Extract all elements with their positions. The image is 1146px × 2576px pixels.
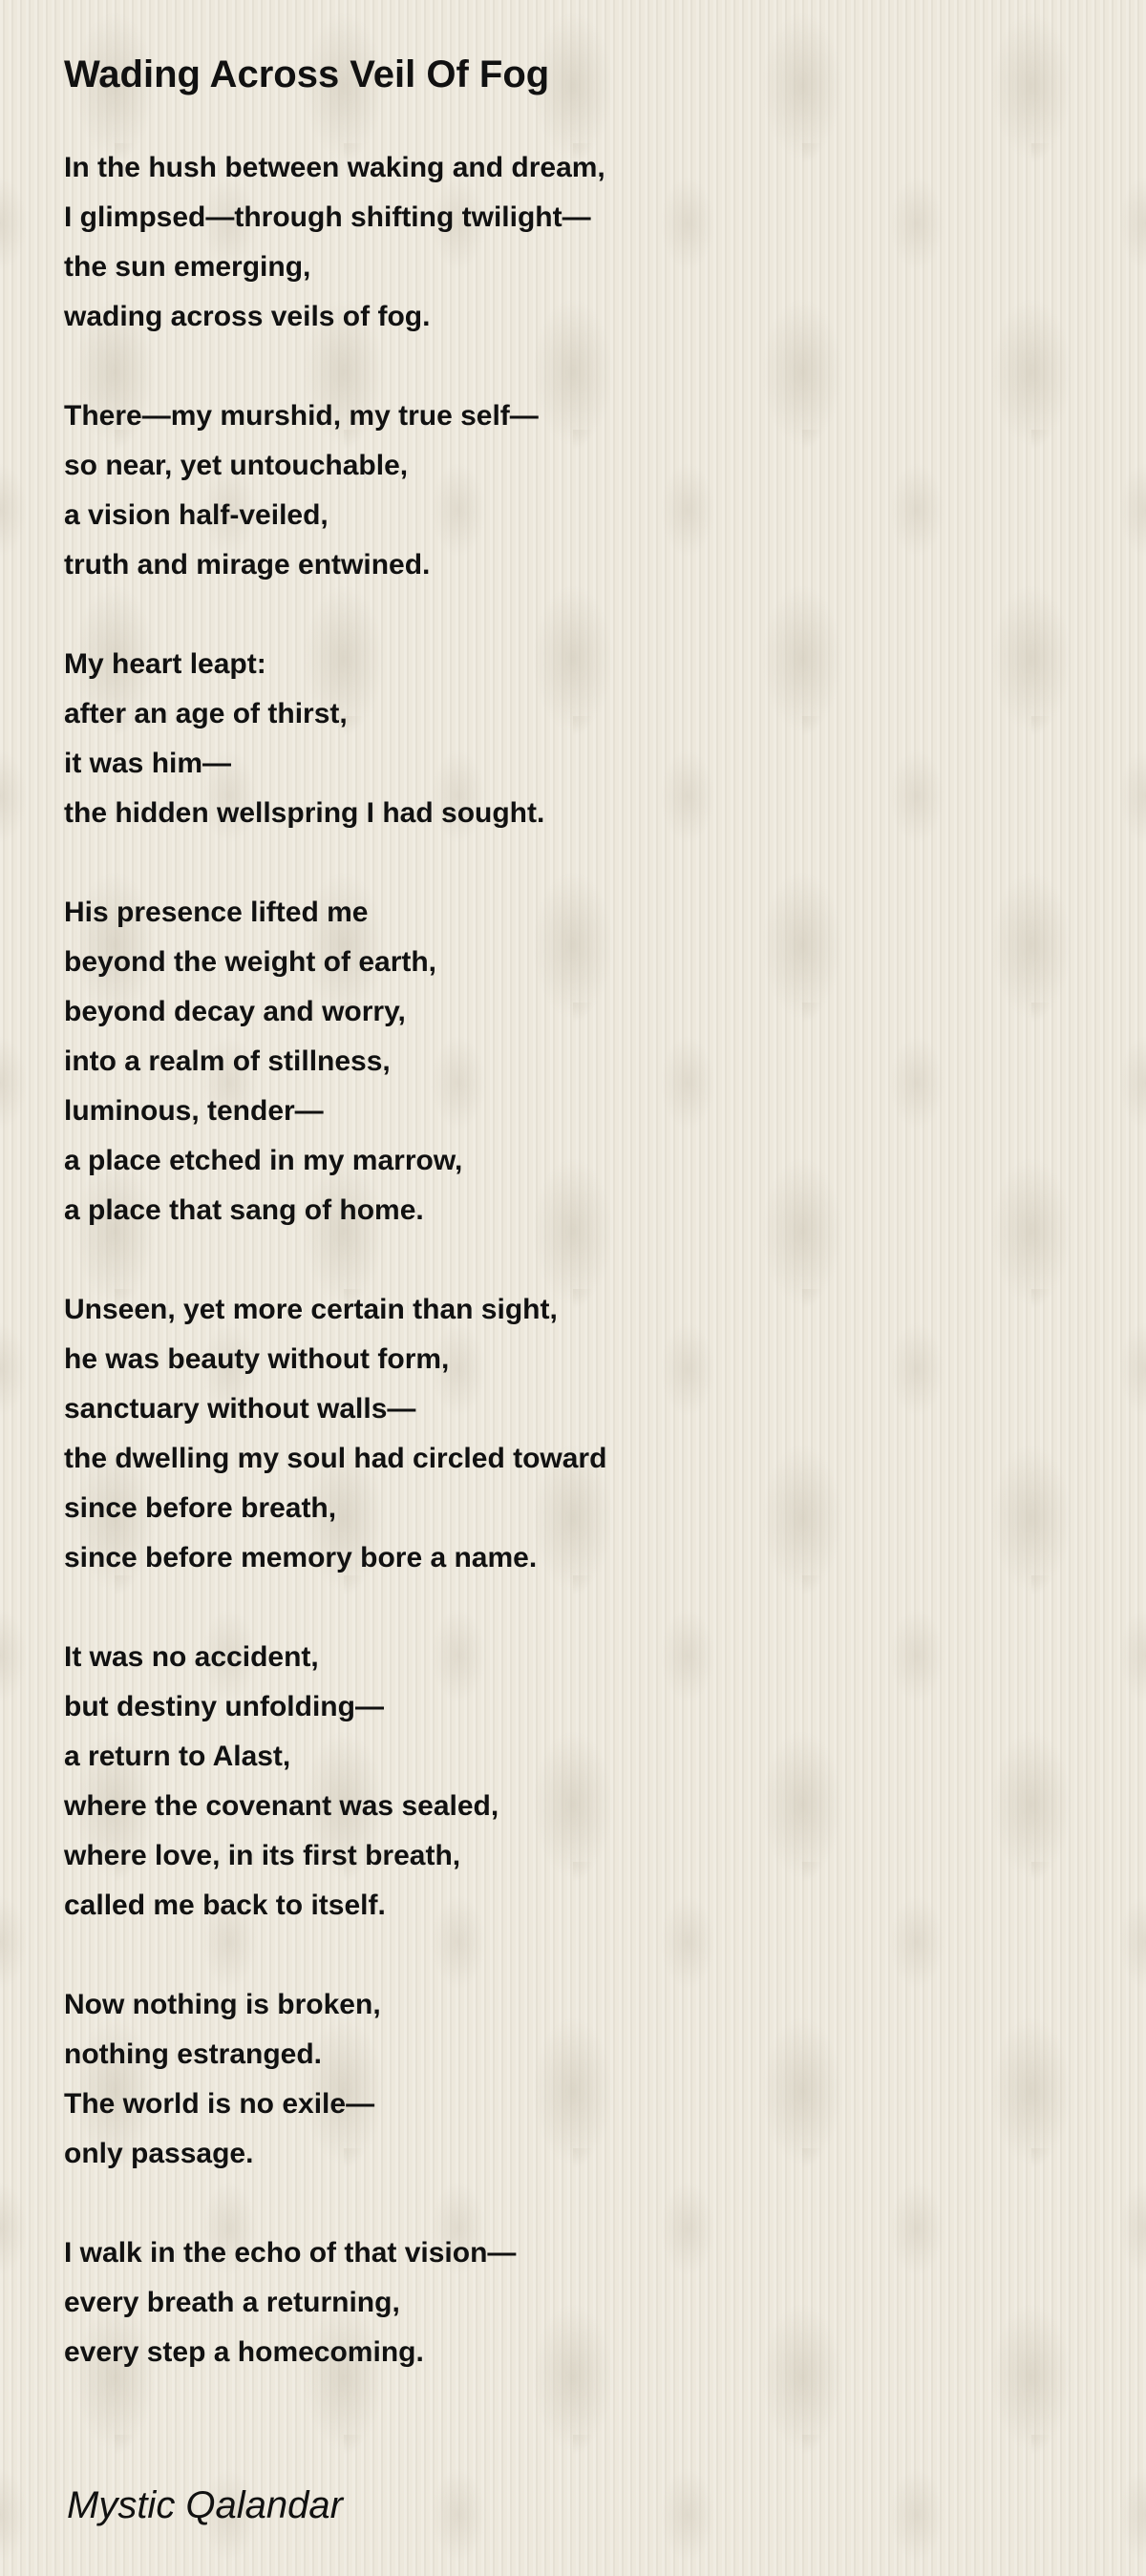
poem-line: a place that sang of home. <box>64 1194 424 1226</box>
poem-line: a place etched in my marrow, <box>64 1145 463 1176</box>
poem-line: it was him— <box>64 748 232 779</box>
poem-line: beyond the weight of earth, <box>64 946 437 978</box>
poem-line: In the hush between waking and dream, <box>64 152 605 183</box>
poem-line: a return to Alast, <box>64 1741 291 1772</box>
poem-line: since before breath, <box>64 1492 337 1524</box>
poem-line: where love, in its first breath, <box>64 1840 461 1871</box>
poem-line: sanctuary without walls— <box>64 1393 416 1425</box>
poem-line: the dwelling my soul had circled toward <box>64 1443 607 1474</box>
poem-line: the hidden wellspring I had sought. <box>64 797 545 829</box>
poem-line: I glimpsed—through shifting twilight— <box>64 201 591 233</box>
poem-line: but destiny unfolding— <box>64 1691 384 1722</box>
stanza-8 <box>64 2228 1095 2377</box>
poem-line: It was no accident, <box>64 1641 319 1673</box>
poem-line: only passage. <box>64 2138 254 2169</box>
poem-line: so near, yet untouchable, <box>64 450 409 481</box>
stanza-6 <box>64 1633 1095 1931</box>
poem-line: after an age of thirst, <box>64 698 348 729</box>
poem-title: Wading Across Veil Of Fog <box>64 53 550 95</box>
stanza-1 <box>64 143 1095 342</box>
poem-line: Now nothing is broken, <box>64 1989 381 2020</box>
poem-body <box>64 143 1095 2427</box>
poem-line: nothing estranged. <box>64 2038 322 2070</box>
poem-line: beyond decay and worry, <box>64 996 406 1027</box>
poem-line: called me back to itself. <box>64 1890 386 1921</box>
poem-line: luminous, tender— <box>64 1095 324 1127</box>
poem-line: Unseen, yet more certain than sight, <box>64 1294 558 1325</box>
poem-line: The world is no exile— <box>64 2088 375 2120</box>
poem-line: There—my murshid, my true self— <box>64 400 539 432</box>
stanza-2 <box>64 391 1095 590</box>
poem-line: where the covenant was sealed, <box>64 1790 499 1822</box>
poem-line: he was beauty without form, <box>64 1343 450 1375</box>
poem-line: My heart leapt: <box>64 648 266 680</box>
stanza-7 <box>64 1980 1095 2179</box>
poem-line: wading across veils of fog. <box>64 301 431 332</box>
poem-line: every breath a returning, <box>64 2287 400 2318</box>
stanza-5 <box>64 1285 1095 1583</box>
stanza-4 <box>64 888 1095 1235</box>
poem-line: truth and mirage entwined. <box>64 549 431 581</box>
poem-line: the sun emerging, <box>64 251 311 283</box>
poem-line: every step a homecoming. <box>64 2336 424 2368</box>
poem-line: into a realm of stillness, <box>64 1045 391 1077</box>
poem-line: I walk in the echo of that vision— <box>64 2237 517 2269</box>
poem-line: since before memory bore a name. <box>64 1542 538 1573</box>
poem-author: Mystic Qalandar <box>67 2484 343 2526</box>
stanza-3 <box>64 640 1095 838</box>
poem-line: a vision half-veiled, <box>64 499 329 531</box>
poem-line: His presence lifted me <box>64 897 369 928</box>
